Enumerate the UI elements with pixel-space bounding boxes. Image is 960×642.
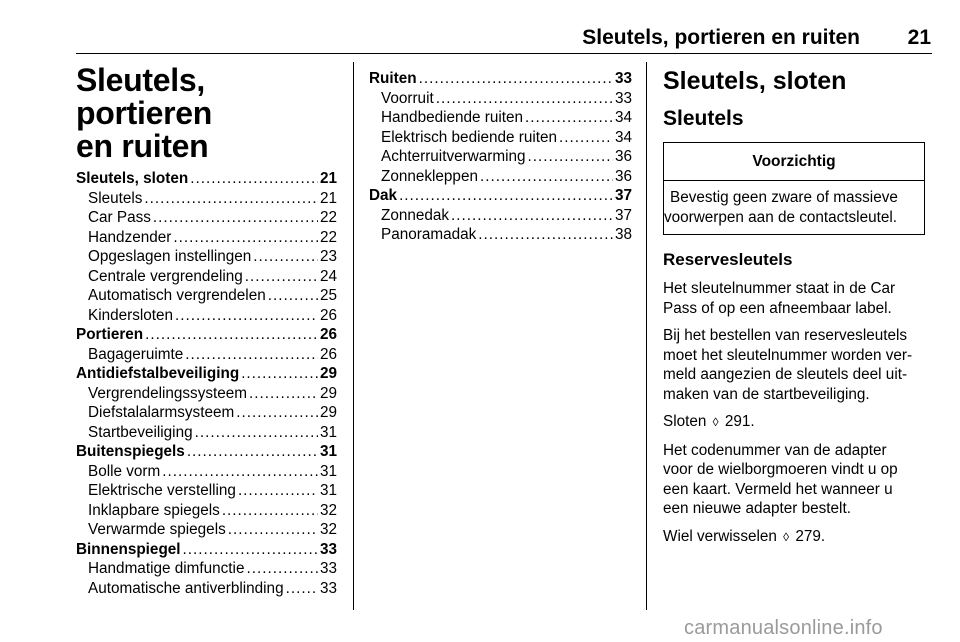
toc-entry[interactable]: Portieren ..... 26 bbox=[76, 326, 337, 346]
toc-entry[interactable]: Elektrische verstelling ..... 31 bbox=[76, 482, 337, 502]
toc-entry[interactable]: Inklapbare spiegels ..... 32 bbox=[76, 502, 337, 522]
toc-entry[interactable]: Handzender ..... 22 bbox=[76, 229, 337, 249]
caution-callout bbox=[663, 142, 925, 235]
caution-line: Bevestig geen zware of massieve bbox=[670, 189, 898, 206]
spare-keys-heading: Reservesleutels bbox=[663, 250, 793, 269]
paragraph: Bij het bestellen van reservesleutels moet het sleutelnummer worden ver- meld aangezien de sleutels deel uit- maken van de startbeveiliging. bbox=[663, 327, 913, 403]
page-reference-link[interactable]: 279. bbox=[795, 527, 826, 545]
chapter-title-line-1: Sleutels, portieren bbox=[76, 62, 212, 131]
chapter-title-line-2: en ruiten bbox=[76, 128, 209, 164]
toc-entry[interactable]: Sleutels, sloten ..... 21 bbox=[76, 170, 337, 190]
reference-arrow-icon: ◊ bbox=[712, 415, 719, 429]
toc-entry[interactable]: Car Pass ..... 22 bbox=[76, 209, 337, 229]
paragraph-locks-reference: Sloten ◊ 291. bbox=[663, 412, 925, 433]
toc-entry[interactable]: Diefstalalarmsysteem ..... 29 bbox=[76, 404, 337, 424]
toc-entry[interactable]: Ruiten ..... 33 bbox=[369, 70, 632, 90]
toc-entry[interactable]: Sleutels ..... 21 bbox=[76, 190, 337, 210]
toc-entry[interactable]: Antidiefstalbeveiliging ..... 29 bbox=[76, 365, 337, 385]
toc-middle bbox=[369, 70, 632, 246]
caution-line: voorwerpen aan de contactsleutel. bbox=[664, 208, 898, 226]
toc-entry[interactable]: Handmatige dimfunctie ..... 33 bbox=[76, 560, 337, 580]
watermark: carmanualsonline.info bbox=[684, 617, 883, 639]
toc-entry[interactable]: Automatisch vergrendelen ..... 25 bbox=[76, 287, 337, 307]
caution-title: Voorzichtig bbox=[664, 143, 924, 181]
toc-entry[interactable]: Opgeslagen instellingen ..... 23 bbox=[76, 248, 337, 268]
toc-entry[interactable]: Achterruitverwarming ..... 36 bbox=[369, 148, 632, 168]
chapter-title bbox=[76, 64, 346, 163]
toc-entry[interactable]: Zonnekleppen ..... 36 bbox=[369, 168, 632, 188]
toc-entry[interactable]: Verwarmde spiegels ..... 32 bbox=[76, 521, 337, 541]
reference-arrow-icon: ◊ bbox=[783, 529, 790, 544]
header-title: Sleutels, portieren en ruiten bbox=[582, 26, 860, 49]
toc-entry[interactable]: Bagageruimte ..... 26 bbox=[76, 346, 337, 366]
section-heading: Sleutels, sloten bbox=[663, 67, 847, 95]
paragraph: Het sleutelnummer staat in de Car Pass of op een afneembaar label. bbox=[663, 280, 896, 317]
toc-entry[interactable]: Automatische antiverblinding ..... 33 bbox=[76, 580, 337, 600]
column-divider-left bbox=[353, 62, 354, 610]
toc-entry[interactable]: Panoramadak ..... 38 bbox=[369, 226, 632, 246]
page-number: 21 bbox=[907, 26, 931, 49]
toc-entry[interactable]: Zonnedak ..... 37 bbox=[369, 207, 632, 227]
subsection-heading: Sleutels bbox=[663, 107, 744, 130]
column-divider-right bbox=[646, 62, 647, 610]
toc-entry[interactable]: Vergrendelingssysteem ..... 29 bbox=[76, 385, 337, 405]
toc-entry[interactable]: Buitenspiegels ..... 31 bbox=[76, 443, 337, 463]
paragraph-wheel-reference: Wiel verwisselen ◊ 279. bbox=[663, 527, 925, 548]
page-reference-link[interactable]: 291. bbox=[724, 413, 755, 430]
header-rule bbox=[76, 53, 932, 54]
content-column bbox=[663, 66, 925, 555]
toc-entry[interactable]: Centrale vergrendeling ..... 24 bbox=[76, 268, 337, 288]
paragraph: Het codenummer van de adapter voor de wielborgmoeren vindt u op een kaart. Vermeld het wanneer u een nieuwe adapter bestelt. bbox=[663, 441, 898, 517]
toc-entry[interactable]: Binnenspiegel ..... 33 bbox=[76, 541, 337, 561]
toc-entry[interactable]: Elektrisch bediende ruiten ..... 34 bbox=[369, 129, 632, 149]
toc-entry[interactable]: Startbeveiliging ..... 31 bbox=[76, 424, 337, 444]
toc-left bbox=[76, 170, 337, 599]
caution-body bbox=[664, 181, 924, 234]
toc-entry[interactable]: Dak ..... 37 bbox=[369, 187, 632, 207]
toc-entry[interactable]: Kindersloten ..... 26 bbox=[76, 307, 337, 327]
toc-entry[interactable]: Voorruit ..... 33 bbox=[369, 90, 632, 110]
toc-entry[interactable]: Handbediende ruiten ..... 34 bbox=[369, 109, 632, 129]
toc-entry[interactable]: Bolle vorm ..... 31 bbox=[76, 463, 337, 483]
